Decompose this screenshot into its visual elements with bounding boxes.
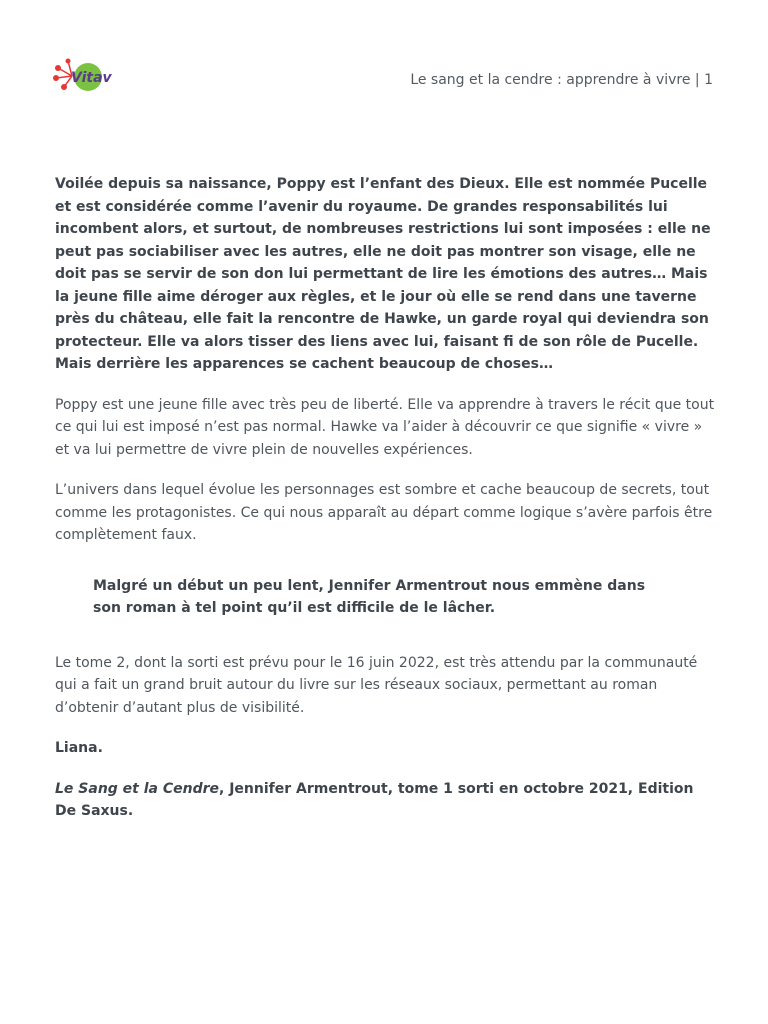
article-intro: Voilée depuis sa naissance, Poppy est l’enfant des Dieux. Elle est nommée Pucelle et est considérée comme l’avenir du royaume. De grandes responsabilités lui incombent alors, et surtout, de nombreuses restrictions lui sont imposées : elle ne peut pas sociabiliser avec les autres, elle ne doit pas montrer son visage, elle ne doit pas se servir de son don lui permettant de lire les émotions des autres… Mais la jeune fille aime déroger aux règles, et le jour où elle se rend dans une taverne près du château, elle fait la rencontre de Hawke, un garde royal qui deviendra son protecteur. Elle va alors tisser des liens avec lui, faisant fi de son rôle de Pucelle. Mais derrière les apparences se cachent beaucoup de choses… bbox=[55, 176, 711, 372]
pull-quote: Malgré un début un peu lent, Jennifer Armentrout nous emmène dans son roman à tel point qu’il est difficile de le lâcher. bbox=[93, 577, 646, 616]
article-paragraph: Le tome 2, dont la sorti est prévu pour le 16 juin 2022, est très attendu par la communauté qui a fait un grand bruit autour du livre sur les réseaux sociaux, permettant au roman d’obtenir d’autant plus de visibilité. bbox=[55, 654, 698, 716]
book-title: Le Sang et la Cendre bbox=[55, 780, 220, 797]
logo-wordmark: Vitav bbox=[71, 70, 112, 86]
book-credit bbox=[55, 778, 715, 823]
vitav-logo bbox=[52, 58, 112, 92]
page-header-title: Le sang et la cendre : apprendre à vivre | 1 bbox=[410, 72, 713, 88]
author-signature: Liana. bbox=[55, 740, 103, 756]
article-paragraph: Poppy est une jeune fille avec très peu de liberté. Elle va apprendre à travers le récit que tout ce qui lui est imposé n’est pas normal. Hawke va l’aider à découvrir ce que signifie « vivre » et va lui permettre de vivre plein de nouvelles expériences. bbox=[55, 396, 715, 458]
article-body bbox=[55, 173, 715, 823]
book-credit-details: , Jennifer Armentrout, tome 1 sorti en octobre 2021, Edition De Saxus. bbox=[55, 780, 694, 819]
article-paragraph: L’univers dans lequel évolue les personnages est sombre et cache beaucoup de secrets, tout comme les protagonistes. Ce qui nous apparaît au départ comme logique s’avère parfois être complètement faux. bbox=[55, 482, 713, 543]
